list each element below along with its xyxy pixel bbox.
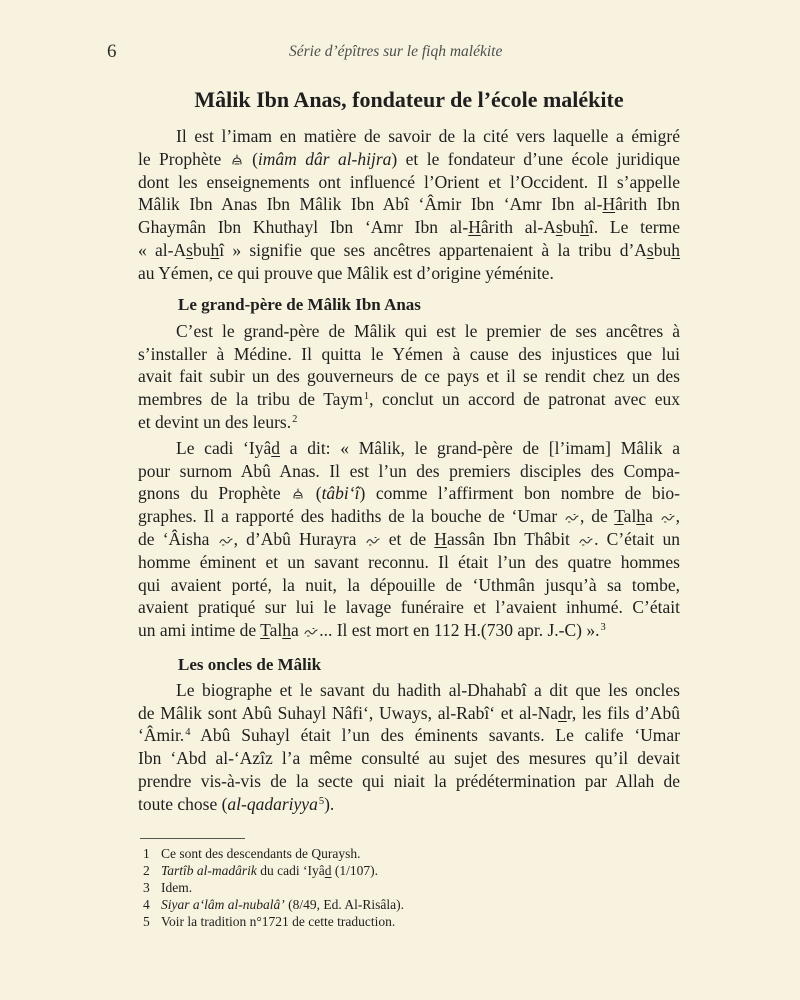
italic-term: Siyar a‘lâm al-nubalâ’	[161, 897, 285, 912]
footnote-number: 5	[143, 914, 150, 929]
footnote-ref: 3	[600, 622, 606, 634]
footnote	[143, 862, 663, 879]
transliteration-letter: d	[271, 437, 280, 458]
paragraph-intro	[138, 125, 680, 285]
footnote-text	[161, 879, 663, 896]
text-line	[138, 171, 680, 194]
text-line	[138, 365, 680, 388]
footnote-number: 1	[143, 846, 150, 861]
footnote-ref: 2	[292, 413, 298, 425]
text-line	[138, 619, 680, 642]
text-run: s’installer à Médine. Il quitta le Yémen à cause des injustices que lui	[138, 343, 680, 364]
text-run: de ‘Âisha	[138, 528, 218, 549]
footnote-text	[161, 862, 663, 879]
text-run: le Prophète	[138, 148, 230, 169]
text-run: et de	[380, 528, 435, 549]
text-run: pour surnom Abû Anas. Il est l’un des premiers disciples des Compa-	[138, 460, 680, 481]
transliteration-letter: d	[558, 702, 567, 723]
text-run: (	[243, 148, 258, 169]
text-run: prendre vis-à-vis de la secte qui niait la prédétermination par Allah de	[138, 770, 680, 791]
radiya-icon	[304, 627, 318, 637]
text-run: ).	[324, 793, 335, 814]
italic-term: Tartîb al-madârik	[161, 863, 257, 878]
text-line	[138, 747, 680, 770]
radiya-icon	[661, 513, 675, 523]
text-run: graphes. Il a rapporté des hadiths de la bouche de ‘Umar	[138, 506, 565, 527]
text-line	[138, 148, 680, 171]
text-run: bu	[562, 217, 581, 238]
transliteration-letter: d	[324, 863, 332, 878]
paragraph-grandfather-settlement	[138, 320, 680, 434]
text-line	[138, 239, 680, 262]
footnote-text	[161, 845, 663, 862]
radiya-icon	[366, 536, 380, 546]
text-run: Abû Suhayl était l’un des éminents savants. Le calife ‘Umar	[190, 725, 680, 746]
text-line	[138, 411, 680, 434]
text-run: (	[305, 483, 322, 504]
text-run: . C’était un	[594, 528, 680, 549]
salawat-icon	[231, 154, 243, 166]
transliteration-letter: h	[210, 239, 220, 260]
footnote	[143, 879, 663, 896]
text-line	[138, 702, 680, 725]
transliteration-letter: H	[602, 194, 616, 215]
footnote-text	[161, 896, 663, 913]
text-line	[138, 596, 680, 619]
transliteration-letter: h	[580, 217, 589, 238]
footnote	[143, 913, 663, 930]
footnote	[143, 845, 663, 862]
text-run: assân Ibn Thâbit	[446, 528, 579, 549]
text-line	[138, 262, 680, 285]
transliteration-letter: h	[282, 620, 292, 641]
text-run: de Mâlik sont Abû Suhayl Nâfi‘, Uways, al-Rabî‘ et al-Na	[138, 702, 559, 723]
text-run: a	[291, 620, 304, 641]
text-line	[138, 343, 680, 366]
text-line	[138, 679, 680, 702]
transliteration-letter: T	[614, 506, 624, 527]
transliteration-letter: h	[636, 506, 646, 527]
text-line	[138, 216, 680, 239]
text-run: avaient pratiqué sur lui le lavage funéraire et l’avaient inhumé. C’était	[138, 597, 680, 618]
text-line	[138, 505, 680, 528]
text-run: , d’Abû Hurayra	[233, 528, 365, 549]
text-run: al	[269, 620, 283, 641]
footnote-number: 4	[143, 897, 150, 912]
text-run: ‘Âmir.	[138, 725, 185, 746]
italic-term: tâbi‘î	[321, 483, 360, 504]
text-run: ) comme l’affirment bon nombre de bio-	[359, 483, 681, 504]
text-run: un ami intime de	[138, 620, 261, 641]
footnote-number: 3	[143, 880, 150, 895]
italic-term: imâm dâr al-hijra	[257, 148, 392, 169]
text-run: î » signifie que ses ancêtres appartenaient à la tribu d’A	[219, 239, 647, 260]
footnote-rule	[140, 838, 245, 839]
text-run: ) et le fondateur d’une école juridique	[391, 148, 680, 169]
text-line	[138, 193, 680, 216]
transliteration-letter: s	[555, 217, 563, 238]
text-run: gnons du Prophète	[138, 483, 292, 504]
text-run: ârith al-A	[480, 217, 556, 238]
text-line	[138, 551, 680, 574]
text-run: Le biographe et le savant du hadith al-Dhahabî a dit que les oncles	[176, 679, 680, 700]
text-run: (8/49, Ed. Al-Risâla).	[284, 897, 404, 912]
text-run: Voir la tradition n°1721 de cette traduction.	[161, 914, 396, 929]
text-run: Idem.	[161, 880, 193, 895]
text-run: a dit: « Mâlik, le grand-père de [l’imam] Mâlik a	[279, 437, 680, 458]
text-line	[138, 724, 680, 747]
text-line	[138, 793, 680, 816]
paragraph-uncles	[138, 679, 680, 816]
transliteration-letter: H	[434, 528, 447, 549]
footnote-number: 2	[143, 863, 150, 878]
text-run: C’est le grand-père de Mâlik qui est le premier de ses ancêtres à	[176, 320, 680, 341]
footnote	[143, 896, 663, 913]
salawat-icon	[292, 488, 304, 500]
text-run: membres de la tribu de Taym	[138, 389, 363, 410]
text-run: ,	[675, 506, 680, 527]
chapter-title: Mâlik Ibn Anas, fondateur de l’école malékite	[194, 87, 624, 112]
text-line	[138, 460, 680, 483]
italic-term: al-qadariyya	[227, 793, 318, 814]
page-number: 6	[107, 41, 117, 62]
text-line	[138, 437, 680, 460]
text-run: avait fait subir un des gouverneurs de ce pays et il se rendit chez un des	[138, 366, 680, 387]
text-run: î. Le terme	[588, 217, 680, 238]
text-run: Ce sont des descendants de Quraysh.	[161, 846, 361, 861]
text-line	[138, 320, 680, 343]
text-run: du cadi ‘Iyâ	[256, 863, 325, 878]
footnotes	[143, 845, 663, 930]
text-run: r, les fils d’Abû	[566, 702, 680, 723]
text-run: , de	[580, 506, 615, 527]
text-run: qui avaient porté, la nuit, la dépouille de ‘Uthmân jusqu’à sa tombe,	[138, 574, 680, 595]
text-run: et devint un des leurs.	[138, 411, 292, 432]
section-heading-grandfather: Le grand-père de Mâlik Ibn Anas	[178, 294, 421, 314]
text-run: Le cadi ‘Iyâ	[176, 437, 272, 458]
transliteration-letter: T	[260, 620, 270, 641]
text-line	[138, 388, 680, 411]
text-run: ârith Ibn	[615, 194, 680, 215]
footnote-ref: 5	[318, 795, 325, 807]
transliteration-letter: s	[646, 239, 654, 260]
footnote-ref: 4	[185, 727, 191, 739]
text-run: homme éminent et un savant reconnu. Il était l’un des quatre hommes	[138, 551, 680, 572]
text-run: , conclut un accord de patronat avec eux	[369, 389, 681, 410]
text-run: a	[645, 506, 660, 527]
text-run: Mâlik Ibn Anas Ibn Mâlik Ibn Abî ‘Âmir Ibn ‘Amr Ibn al-	[138, 194, 603, 215]
text-run: « al-A	[138, 239, 187, 260]
transliteration-letter: h	[671, 239, 680, 260]
radiya-icon	[219, 536, 233, 546]
text-line	[138, 125, 680, 148]
text-run: (1/107).	[331, 863, 378, 878]
section-heading-uncles: Les oncles de Mâlik	[178, 654, 322, 674]
transliteration-letter: H	[468, 217, 481, 238]
footnote-text	[161, 913, 663, 930]
text-line	[138, 770, 680, 793]
radiya-icon	[579, 536, 593, 546]
text-run: dont les enseignements ont influencé l’Orient et l’Occident. Il s’appelle	[138, 171, 680, 192]
text-line	[138, 482, 680, 505]
text-line	[138, 528, 680, 551]
text-run: al	[623, 506, 637, 527]
radiya-icon	[565, 513, 579, 523]
text-run: toute chose (	[138, 793, 228, 814]
text-run: Il est l’imam en matière de savoir de la cité vers laquelle a émigré	[176, 126, 680, 146]
text-run: bu	[653, 239, 672, 260]
transliteration-letter: s	[186, 239, 193, 260]
text-run: ... Il est mort en 112 H.(730 apr. J.-C) ».	[319, 620, 600, 641]
text-run: bu	[192, 239, 211, 260]
running-title: Série d’épîtres sur le fiqh malékite	[289, 43, 503, 60]
text-run: Ghaymân Ibn Khuthayl Ibn ‘Amr Ibn al-	[138, 217, 469, 238]
text-run: Ibn ‘Abd al-‘Azîz l’a même consulté au sujet des mesures qu’il devait	[138, 748, 680, 769]
paragraph-grandfather-quote	[138, 437, 680, 642]
footnote-ref: 1	[363, 391, 370, 403]
chapter-body	[138, 125, 680, 816]
text-run: au Yémen, ce qui prouve que Mâlik est d’origine yéménite.	[138, 262, 554, 283]
text-line	[138, 574, 680, 597]
